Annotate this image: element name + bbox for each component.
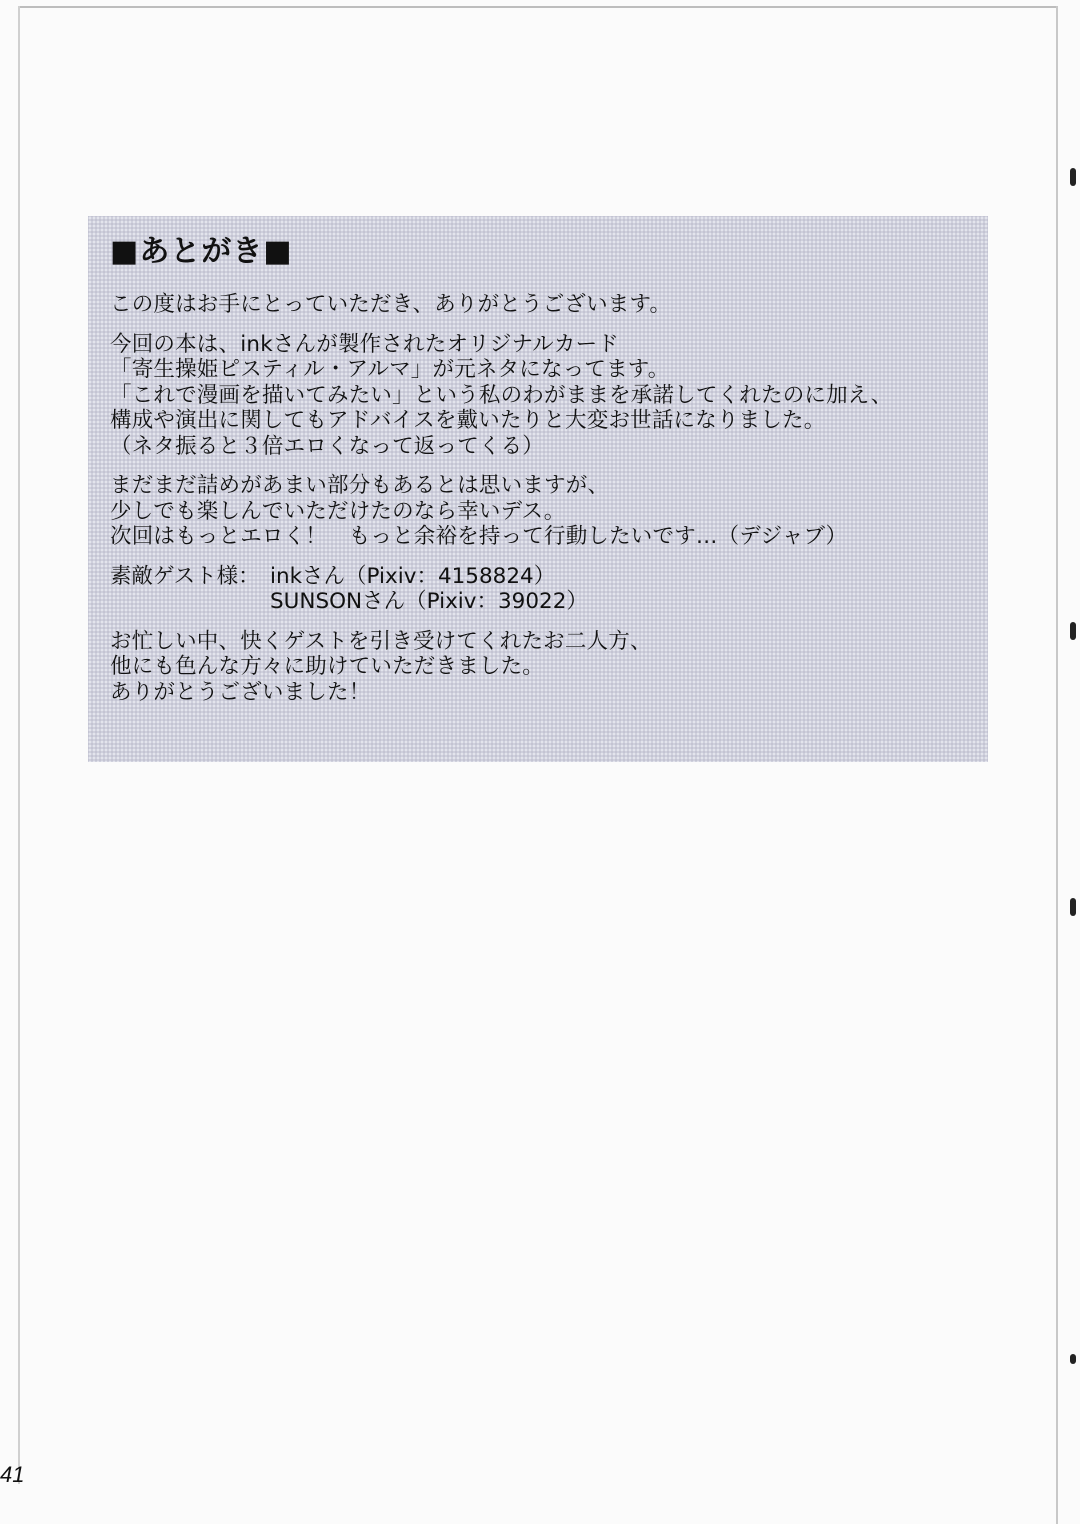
text-line: 次回はもっとエロく！ もっと余裕を持って行動したいです…（デジャブ） xyxy=(110,524,848,549)
text-line: 少しでも楽しんでいただけたのなら幸いデス。 xyxy=(110,498,566,524)
text-line: 他にも色んな方々に助けていただきました。 xyxy=(110,654,545,679)
text-line: まだまだ詰めがあまい部分もあるとは思いますが、 xyxy=(110,473,610,498)
guest-credits xyxy=(110,564,978,615)
binding-mark xyxy=(1070,1354,1076,1364)
guest-name: SUNSONさん（Pixiv：39022） xyxy=(270,589,588,614)
reflection-paragraph xyxy=(110,473,978,550)
guest-row xyxy=(110,564,978,590)
origin-paragraph xyxy=(110,332,978,460)
page-number: 41 xyxy=(0,1462,25,1487)
page-edge-top xyxy=(18,6,1058,8)
closing-paragraph xyxy=(110,629,978,706)
text-line: 「寄生操姫ピスティル・アルマ」が元ネタになってます。 xyxy=(110,357,670,382)
binding-mark xyxy=(1070,898,1076,916)
text-line: （ネタ振ると３倍エロくなって返ってくる） xyxy=(110,433,545,459)
page-edge-left xyxy=(18,6,20,1484)
afterword-box xyxy=(88,216,988,762)
page-edge-right xyxy=(1056,6,1058,1524)
binding-mark xyxy=(1070,168,1076,186)
thanks-paragraph xyxy=(110,292,978,318)
text-line: 今回の本は、inkさんが製作されたオリジナルカード xyxy=(110,331,619,357)
text-line: お忙しい中、快くゲストを引き受けてくれたお二人方、 xyxy=(110,628,652,654)
guest-row xyxy=(110,589,978,615)
guest-label: 素敵ゲスト様： xyxy=(110,563,260,589)
text-line: ありがとうございました！ xyxy=(110,679,371,705)
guest-name: inkさん（Pixiv：4158824） xyxy=(270,563,556,589)
text-line: この度はお手にとっていただき、ありがとうございます。 xyxy=(110,292,672,317)
text-line: 構成や演出に関してもアドバイスを戴いたりと大変お世話になりました。 xyxy=(110,408,826,433)
text-line: 「これで漫画を描いてみたい」という私のわがままを承諾してくれたのに加え、 xyxy=(110,382,893,408)
binding-mark xyxy=(1070,622,1076,640)
afterword-heading: ■あとがき■ xyxy=(110,234,293,269)
